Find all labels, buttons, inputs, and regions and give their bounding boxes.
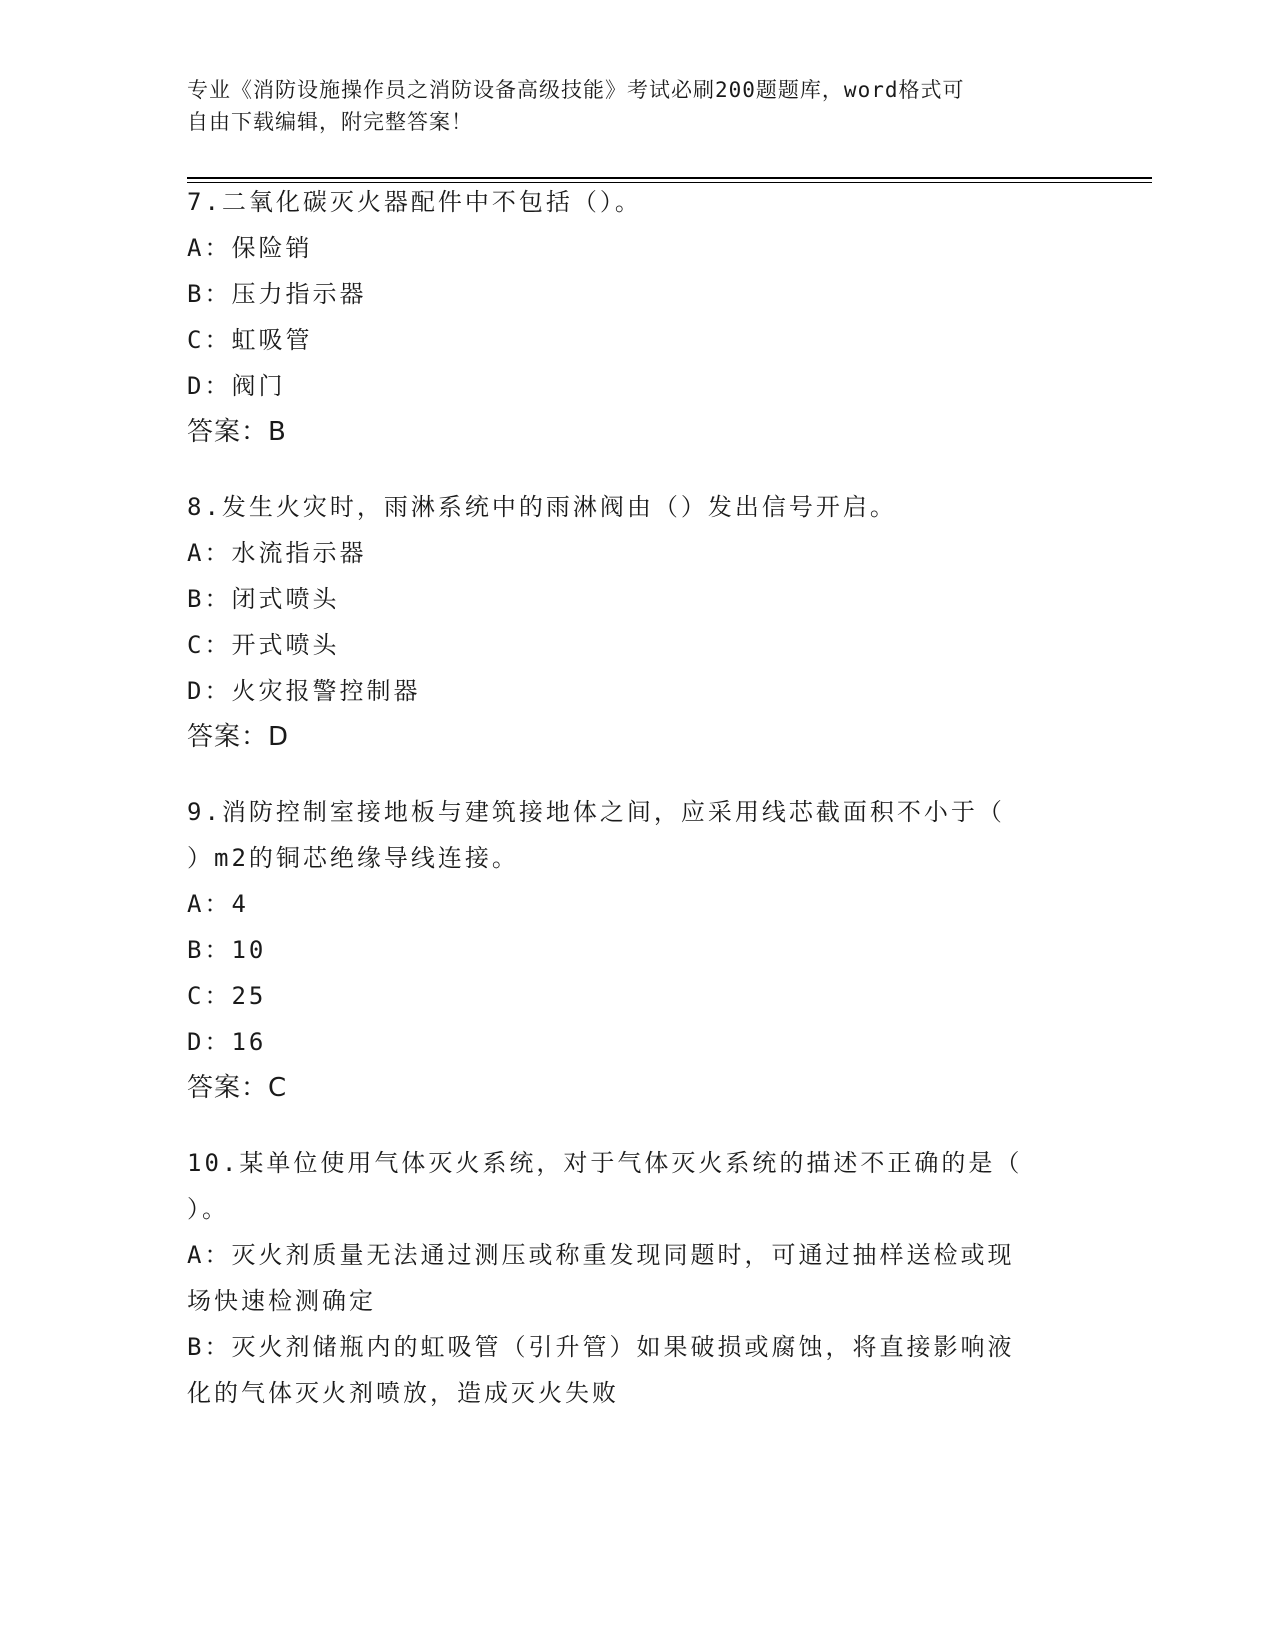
- option-c: C：虹吸管: [187, 326, 313, 354]
- option-a: A：保险销: [187, 234, 313, 262]
- question-stem: 10.某单位使用气体灭火系统，对于气体灭火系统的描述不正确的是（: [187, 1149, 1023, 1177]
- header-line-1: 专业《消防设施操作员之消防设备高级技能》考试必刷200题题库，word格式可: [187, 78, 965, 102]
- question-block-8: [187, 484, 1067, 760]
- option-b: B：闭式喷头: [187, 585, 340, 613]
- option-b: B：压力指示器: [187, 280, 367, 308]
- question-stem: 8.发生火灾时，雨淋系统中的雨淋阀由（）发出信号开启。: [187, 493, 897, 521]
- option-a: A：水流指示器: [187, 539, 367, 567]
- question-stem-continued: ）m2的铜芯绝缘导线连接。: [187, 844, 519, 872]
- question-block-9: [187, 789, 1067, 1111]
- document-header: [187, 74, 1067, 138]
- option-b: B：灭火剂储瓶内的虹吸管（引升管）如果破损或腐蚀，将直接影响液: [187, 1333, 1015, 1361]
- option-b: B：10: [187, 936, 267, 964]
- option-d: D：16: [187, 1028, 267, 1056]
- option-d: D：火灾报警控制器: [187, 677, 421, 705]
- answer-line: 答案：D: [187, 722, 290, 752]
- option-b-continued: 化的气体灭火剂喷放，造成灭火失败: [187, 1379, 619, 1407]
- answer-line: 答案：B: [187, 417, 287, 447]
- question-stem: 7.二氧化碳灭火器配件中不包括（）。: [187, 188, 642, 216]
- answer-line: 答案：C: [187, 1073, 288, 1103]
- question-stem: 9.消防控制室接地板与建筑接地体之间，应采用线芯截面积不小于（: [187, 798, 1005, 826]
- option-d: D：阀门: [187, 372, 286, 400]
- option-a-continued: 场快速检测确定: [187, 1287, 376, 1315]
- option-a: A：灭火剂质量无法通过测压或称重发现同题时，可通过抽样送检或现: [187, 1241, 1015, 1269]
- header-line-2: 自由下载编辑，附完整答案！: [187, 110, 473, 134]
- option-c: C：25: [187, 982, 267, 1010]
- option-c: C：开式喷头: [187, 631, 340, 659]
- question-stem-continued: ）。: [187, 1195, 229, 1223]
- question-block-10: [187, 1140, 1067, 1416]
- option-a: A：4: [187, 890, 249, 918]
- question-block-7: [187, 179, 1067, 455]
